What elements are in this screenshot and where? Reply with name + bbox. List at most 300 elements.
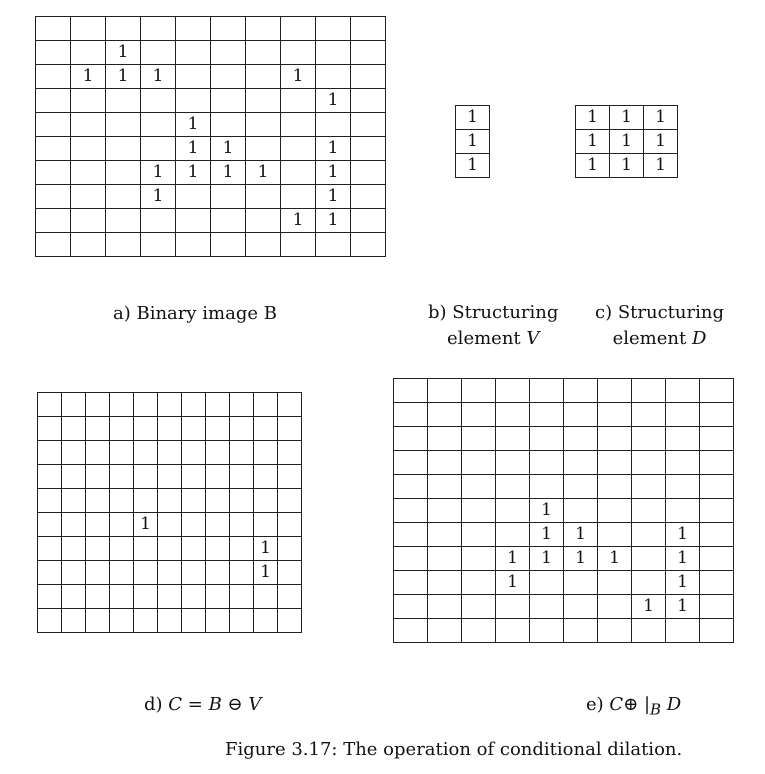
grid-cell [598,523,632,547]
grid-cell [428,595,462,619]
grid-cell [71,233,106,257]
grid-cell [254,609,278,633]
figure-caption: Figure 3.17: The operation of conditional dilation. [225,739,683,760]
grid-cell [254,513,278,537]
grid-cell [496,427,530,451]
grid-cell [428,427,462,451]
grid-cell [134,489,158,513]
grid-cell-one: 1 [246,161,281,185]
grid-cell [38,585,62,609]
grid-cell [316,41,351,65]
caption-d-formula: C = B ⊖ V [168,694,262,715]
grid-cell [351,233,386,257]
grid-cell [530,403,564,427]
grid-cell [351,161,386,185]
grid-cell-one: 1 [211,161,246,185]
grid-cell [496,451,530,475]
grid-cell [394,451,428,475]
grid-cell [394,547,428,571]
grid-cell-one: 1 [666,595,700,619]
grid-cell [351,17,386,41]
grid-cell [462,379,496,403]
grid-cell [428,451,462,475]
grid-cell-one: 1 [71,65,106,89]
grid-cell [394,619,428,643]
grid-cell [38,513,62,537]
caption-b-line1: b) Structuring [428,302,559,323]
grid-cell [428,475,462,499]
grid-cell [176,41,211,65]
grid-cell [211,41,246,65]
grid-cell [141,233,176,257]
grid-cell [38,537,62,561]
grid-cell [86,393,110,417]
grid-cell [666,475,700,499]
grid-cell [110,441,134,465]
grid-cell [496,379,530,403]
grid-cell [134,561,158,585]
grid-cell [134,393,158,417]
grid-cell [158,489,182,513]
grid-cell-one: 1 [176,137,211,161]
grid-cell [176,233,211,257]
grid-cell-one: 1 [281,65,316,89]
grid-cell [36,233,71,257]
caption-e-tail: D [661,694,682,715]
grid-cell-one: 1 [610,106,644,130]
grid-cell [632,427,666,451]
grid-cell [462,475,496,499]
grid-cell [158,585,182,609]
grid-cell [462,547,496,571]
caption-d-prefix: d) [144,694,169,715]
grid-cell [564,427,598,451]
grid-cell [462,499,496,523]
grid-cell [598,427,632,451]
grid-cell [182,585,206,609]
structuring-element-d-grid [575,105,678,178]
grid-cell [351,137,386,161]
grid-cell-one: 1 [644,130,678,154]
caption-c-line2-text: element [612,328,692,349]
grid-cell-one: 1 [254,537,278,561]
grid-cell [71,41,106,65]
grid-cell [36,161,71,185]
grid-cell-one: 1 [141,161,176,185]
grid-cell [134,585,158,609]
grid-cell [254,441,278,465]
grid-cell [182,465,206,489]
grid-cell [86,513,110,537]
grid-cell [598,379,632,403]
grid-cell [394,403,428,427]
grid-cell [230,609,254,633]
grid-cell [246,89,281,113]
grid-cell [62,465,86,489]
grid-cell [246,137,281,161]
grid-cell [86,537,110,561]
grid-cell [62,441,86,465]
grid-cell [62,609,86,633]
grid-cell [38,489,62,513]
grid-cell [666,427,700,451]
grid-cell-one: 1 [456,130,490,154]
grid-cell [316,65,351,89]
grid-cell [134,417,158,441]
grid-cell [496,475,530,499]
grid-cell [428,523,462,547]
grid-cell-one: 1 [316,209,351,233]
grid-cell [182,537,206,561]
grid-cell [106,185,141,209]
grid-cell [254,489,278,513]
grid-cell-one: 1 [254,561,278,585]
grid-cell [530,475,564,499]
grid-cell [278,393,302,417]
grid-cell [38,609,62,633]
grid-cell [182,609,206,633]
grid-cell [62,537,86,561]
grid-cell [496,523,530,547]
grid-cell [632,451,666,475]
grid-cell [71,209,106,233]
grid-cell [462,571,496,595]
grid-cell [230,465,254,489]
grid-cell [141,137,176,161]
grid-cell [700,427,734,451]
grid-cell [176,89,211,113]
grid-cell [281,185,316,209]
grid-cell [230,393,254,417]
grid-cell [211,185,246,209]
grid-cell [281,161,316,185]
grid-cell [632,523,666,547]
grid-cell [351,209,386,233]
grid-cell [106,161,141,185]
grid-cell-one: 1 [530,523,564,547]
grid-cell-one: 1 [610,130,644,154]
grid-cell [394,427,428,451]
grid-cell [206,585,230,609]
grid-cell [278,441,302,465]
grid-cell [666,619,700,643]
grid-cell [496,403,530,427]
grid-cell [351,89,386,113]
grid-cell [246,65,281,89]
grid-cell [632,499,666,523]
grid-cell-one: 1 [211,137,246,161]
grid-cell [134,465,158,489]
grid-cell [666,499,700,523]
grid-cell [530,571,564,595]
grid-cell [632,571,666,595]
grid-cell [86,441,110,465]
grid-cell [62,513,86,537]
grid-cell [700,547,734,571]
grid-cell [278,537,302,561]
grid-cell [62,417,86,441]
grid-cell [38,393,62,417]
grid-cell [530,619,564,643]
grid-cell-one: 1 [106,41,141,65]
grid-cell [182,417,206,441]
grid-cell-one: 1 [530,547,564,571]
grid-cell [598,619,632,643]
grid-cell [36,17,71,41]
grid-cell [106,209,141,233]
grid-cell [598,403,632,427]
grid-cell [36,89,71,113]
grid-cell [700,571,734,595]
grid-cell [530,451,564,475]
grid-cell [176,209,211,233]
grid-cell [110,537,134,561]
grid-cell [182,489,206,513]
grid-cell [158,393,182,417]
caption-c [595,300,724,352]
grid-cell [496,595,530,619]
grid-cell [316,17,351,41]
grid-cell [246,185,281,209]
caption-e [586,694,681,719]
structuring-element-v-grid [455,105,490,178]
grid-cell [316,113,351,137]
binary-image-b-grid [35,16,386,257]
grid-cell [62,489,86,513]
grid-cell [106,137,141,161]
grid-cell [281,233,316,257]
grid-cell [230,441,254,465]
grid-cell [110,609,134,633]
grid-cell [462,451,496,475]
grid-cell [206,609,230,633]
grid-cell [316,233,351,257]
grid-cell [86,417,110,441]
caption-b-symbol: V [526,328,540,349]
grid-cell [394,499,428,523]
grid-cell [38,441,62,465]
grid-cell [206,561,230,585]
grid-cell [394,475,428,499]
grid-cell [351,113,386,137]
grid-cell [211,65,246,89]
grid-cell-one: 1 [576,130,610,154]
grid-cell [141,17,176,41]
grid-cell-one: 1 [632,595,666,619]
grid-cell [394,379,428,403]
grid-cell [182,393,206,417]
grid-cell [36,113,71,137]
grid-cell-one: 1 [530,499,564,523]
grid-cell [106,113,141,137]
grid-cell [700,379,734,403]
grid-cell-one: 1 [176,161,211,185]
grid-cell [106,233,141,257]
grid-cell [428,379,462,403]
grid-cell [246,41,281,65]
grid-cell [158,441,182,465]
grid-cell [564,619,598,643]
grid-cell [230,585,254,609]
grid-cell-one: 1 [316,89,351,113]
grid-cell-one: 1 [666,571,700,595]
grid-cell [254,585,278,609]
grid-cell [246,233,281,257]
grid-cell [86,609,110,633]
grid-cell-one: 1 [666,523,700,547]
grid-cell [62,393,86,417]
grid-cell [428,499,462,523]
grid-cell [598,595,632,619]
grid-cell [211,89,246,113]
grid-cell-one: 1 [316,137,351,161]
grid-cell [110,513,134,537]
grid-cell [632,379,666,403]
grid-cell [206,489,230,513]
grid-cell-one: 1 [456,154,490,178]
caption-b [428,300,558,352]
grid-cell [564,475,598,499]
grid-cell [598,499,632,523]
grid-cell [230,561,254,585]
caption-e-sub: B [650,700,662,719]
grid-cell [230,417,254,441]
grid-cell [246,209,281,233]
grid-cell [176,17,211,41]
grid-cell [211,17,246,41]
grid-cell [428,619,462,643]
grid-cell [71,113,106,137]
grid-cell [86,465,110,489]
grid-cell [206,465,230,489]
grid-cell [632,475,666,499]
grid-cell [666,451,700,475]
grid-cell-one: 1 [644,106,678,130]
grid-cell [462,595,496,619]
caption-e-formula: C⊕ | [609,694,651,715]
grid-cell-one: 1 [644,154,678,178]
grid-cell [206,537,230,561]
grid-cell-one: 1 [496,571,530,595]
grid-cell [158,537,182,561]
grid-cell [394,523,428,547]
grid-cell-one: 1 [281,209,316,233]
grid-cell [62,561,86,585]
grid-cell [206,513,230,537]
grid-cell [134,441,158,465]
grid-cell [71,185,106,209]
grid-cell [394,595,428,619]
grid-cell [158,609,182,633]
caption-a: a) Binary image B [113,303,277,324]
grid-cell [141,41,176,65]
grid-cell-one: 1 [666,547,700,571]
grid-cell-one: 1 [610,154,644,178]
grid-cell [158,465,182,489]
grid-cell-one: 1 [564,523,598,547]
grid-cell [141,113,176,137]
grid-cell [278,489,302,513]
grid-cell [230,537,254,561]
grid-cell [36,209,71,233]
grid-cell [564,403,598,427]
caption-d [144,694,261,715]
grid-cell [700,475,734,499]
grid-cell [281,113,316,137]
grid-cell [62,585,86,609]
grid-cell [71,137,106,161]
grid-cell [700,595,734,619]
grid-cell [110,465,134,489]
grid-cell [230,513,254,537]
grid-cell [182,513,206,537]
grid-cell [666,379,700,403]
grid-cell [530,427,564,451]
grid-cell [530,379,564,403]
caption-e-prefix: e) [586,694,610,715]
grid-cell [134,609,158,633]
grid-cell [278,609,302,633]
grid-cell [158,513,182,537]
grid-cell [110,489,134,513]
grid-cell [530,595,564,619]
grid-cell [134,537,158,561]
grid-cell-one: 1 [141,65,176,89]
grid-cell-one: 1 [106,65,141,89]
grid-cell [211,209,246,233]
grid-cell [496,619,530,643]
grid-cell [36,185,71,209]
grid-cell [598,571,632,595]
grid-cell [110,417,134,441]
grid-cell [110,561,134,585]
grid-cell [700,499,734,523]
grid-cell [496,499,530,523]
grid-cell [230,489,254,513]
grid-cell-one: 1 [496,547,530,571]
grid-cell [428,571,462,595]
grid-cell-one: 1 [576,106,610,130]
grid-cell [700,403,734,427]
grid-cell [278,417,302,441]
grid-cell [36,41,71,65]
grid-cell [141,89,176,113]
grid-cell [598,475,632,499]
grid-cell [462,427,496,451]
grid-cell [278,585,302,609]
grid-cell [632,547,666,571]
caption-c-line1: c) Structuring [595,302,724,323]
grid-cell-one: 1 [316,161,351,185]
grid-cell [106,17,141,41]
grid-cell [598,451,632,475]
grid-cell [71,89,106,113]
grid-cell [281,17,316,41]
grid-cell-one: 1 [134,513,158,537]
grid-cell [38,561,62,585]
grid-cell-one: 1 [456,106,490,130]
grid-cell [206,417,230,441]
grid-cell [71,17,106,41]
grid-cell [141,209,176,233]
grid-cell [182,441,206,465]
grid-cell [564,595,598,619]
grid-cell [281,41,316,65]
grid-cell [110,393,134,417]
grid-cell [394,571,428,595]
grid-cell-one: 1 [141,185,176,209]
grid-cell [86,561,110,585]
